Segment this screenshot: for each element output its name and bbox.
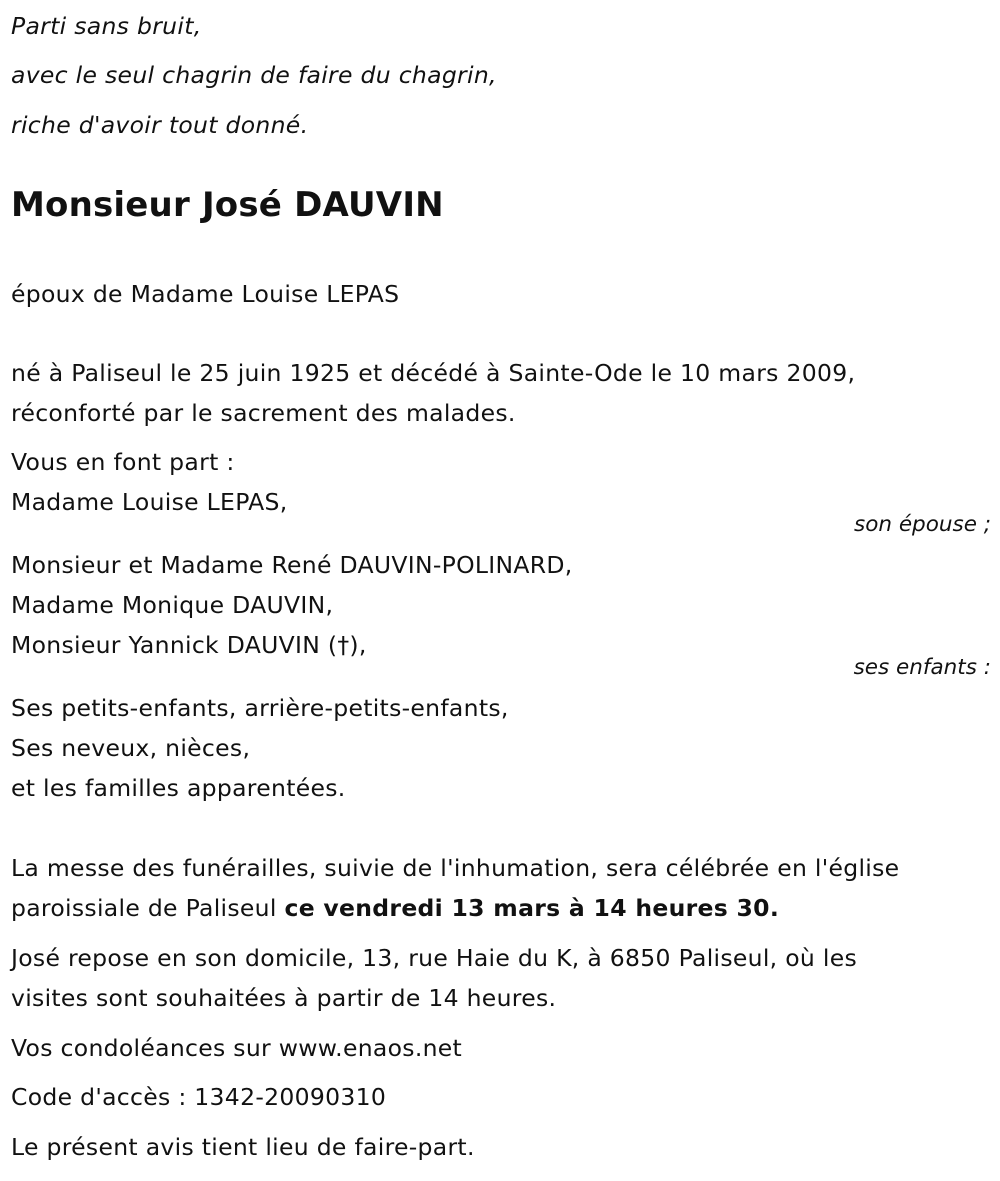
family-line: et les familles apparentées. <box>11 774 346 802</box>
child-name: Madame Monique DAUVIN, <box>11 591 334 619</box>
deceased-name: Monsieur José DAUVIN <box>11 185 444 225</box>
closing-line: Le présent avis tient lieu de faire-part. <box>11 1133 475 1161</box>
visitation-line: visites sont souhaitées à partir de 14 heures. <box>11 984 557 1012</box>
poem-line: riche d'avoir tout donné. <box>11 111 309 139</box>
birth-death-line: né à Paliseul le 25 juin 1925 et décédé à Sainte-Ode le 10 mars 2009, <box>11 359 856 387</box>
funeral-date: ce vendredi 13 mars à 14 heures 30. <box>284 894 780 922</box>
funeral-line <box>11 893 779 923</box>
child-name: Monsieur et Madame René DAUVIN-POLINARD, <box>11 551 573 579</box>
spouse-line: époux de Madame Louise LEPAS <box>11 280 400 308</box>
family-line: Ses petits-enfants, arrière-petits-enfants, <box>11 694 509 722</box>
funeral-location: paroissiale de Paliseul <box>11 894 285 922</box>
announcers-intro: Vous en font part : <box>11 448 235 476</box>
visitation-line: José repose en son domicile, 13, rue Haie du K, à 6850 Paliseul, où les <box>11 944 857 972</box>
poem-line: Parti sans bruit, <box>11 12 202 40</box>
funeral-line: La messe des funérailles, suivie de l'inhumation, sera célébrée en l'église <box>11 854 900 882</box>
family-line: Ses neveux, nièces, <box>11 734 251 762</box>
poem-line: avec le seul chagrin de faire du chagrin, <box>11 61 497 89</box>
spouse-relation: son épouse ; <box>854 512 991 537</box>
condolences-line: Vos condoléances sur www.enaos.net <box>11 1034 463 1062</box>
children-relation: ses enfants : <box>853 655 991 680</box>
child-name: Monsieur Yannick DAUVIN (†), <box>11 631 367 659</box>
sacrament-line: réconforté par le sacrement des malades. <box>11 399 516 427</box>
access-code: Code d'accès : 1342-20090310 <box>11 1083 387 1111</box>
spouse-name: Madame Louise LEPAS, <box>11 488 288 516</box>
